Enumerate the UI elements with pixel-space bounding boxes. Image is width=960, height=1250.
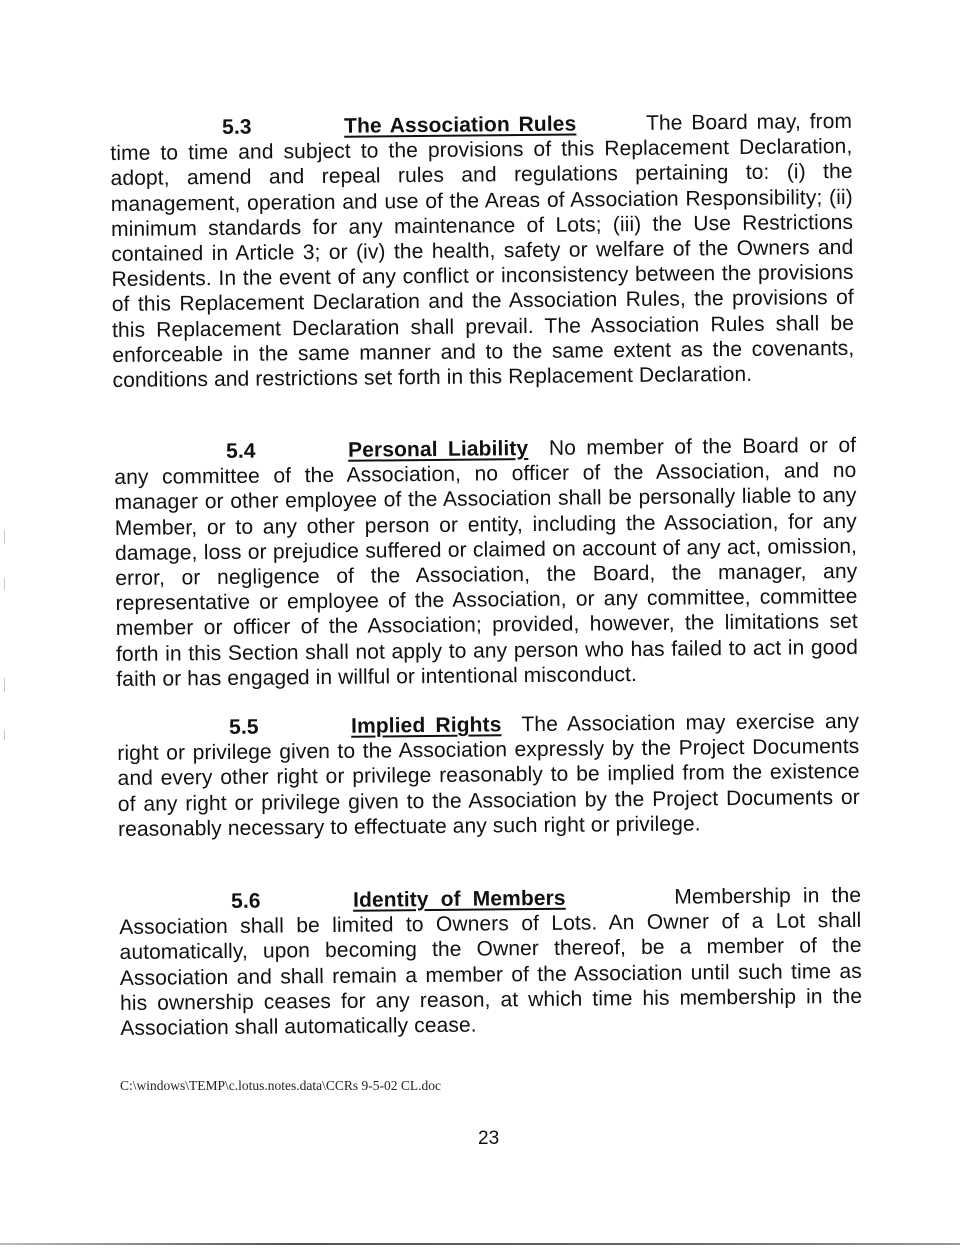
section-number: 5.3 [222,115,252,139]
section-5-3 [110,109,855,393]
section-paragraph [117,709,860,842]
section-5-5 [117,709,860,842]
section-title: Identity of Members [352,886,566,912]
section-body: No member of the Board or of any committee of the Association, no officer of the Association, and no manager or other employee of the Association shall be personally liable to any Member, or to any other person or entity, including the Association, for any damage, loss or prejudice suffered or claimed on account of any act, omission, error, or negligence of the Association, the Board, the manager, any representative or employee of the Association, or any committee, committee member or officer of the Association; provided, however, the limitations set forth in this Section shall not apply to any person who has failed to act in good faith or has engaged in willful or intentional misconduct. [114,433,859,691]
section-title: The Association Rules [343,112,577,138]
section-paragraph [114,433,858,692]
scan-speck [4,730,5,740]
scan-speck [4,578,5,590]
section-title: Personal Liability [347,437,529,462]
section-number: 5.4 [226,439,256,463]
scan-bottom-edge [0,1243,960,1245]
footer-file-path: C:\windows\TEMP\c.lotus.notes.data\CCRs 9-5-02 CL.doc [120,1078,441,1093]
section-body: The Association may exercise any right or privilege given to the Association expressly by the Project Documents and every other right or privilege reasonably to be implied from the existence of any right or privilege given to the Association by the Project Documents or reasonably necessary to effectuate any such right or privilege. [117,709,860,841]
page-number: 23 [478,1128,500,1149]
scan-speck [4,530,5,544]
section-5-6 [119,883,862,1041]
section-title: Implied Rights [350,713,502,738]
scan-speck [4,678,5,692]
section-number: 5.5 [229,715,259,739]
section-body: Membership in the Association shall be limited to Owners of Lots. An Owner of a Lot shall automatically, upon becoming the Owner thereof, be a member of the Association and shall remain a member of the Association until such time as his ownership ceases for any reason, at which time his membership in the Association shall automatically cease. [119,883,863,1041]
section-number: 5.6 [231,889,261,913]
section-paragraph [110,109,855,393]
section-5-4 [114,433,858,692]
section-paragraph [119,883,862,1041]
section-body: The Board may, from time to time and subject to the provisions of this Replacement Declaration, adopt, amend and repeal rules and regulations pertaining to: (i) the management, operation and use of the Areas of Association Responsibility; (ii) minimum standards for any maintenance of Lots; (iii) the Use Restrictions contained in Article 3; or (iv) the health, safety or welfare of the Owners and Residents. In the event of any conflict or inconsistency between the provisions of this Replacement Declaration and the Association Rules, the provisions of this Replacement Declaration shall prevail. The Association Rules shall be enforceable in the same manner and to the same extent as the covenants, conditions and restrictions set forth in this Replacement Declaration. [110,109,855,393]
